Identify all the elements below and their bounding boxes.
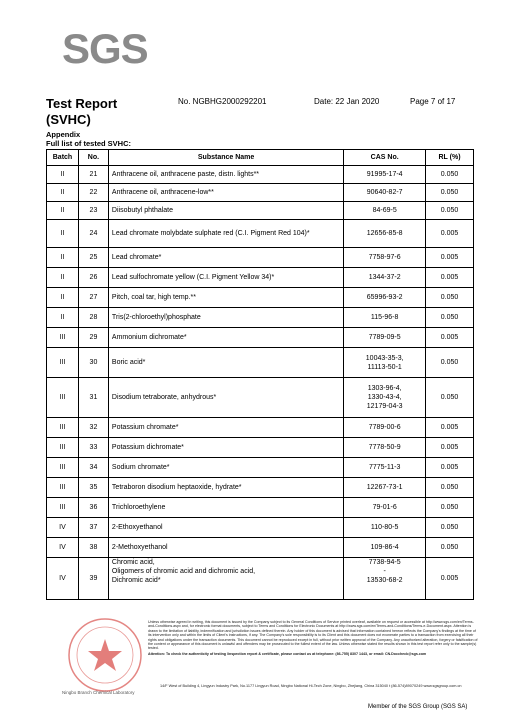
table-row bbox=[47, 558, 474, 600]
cell-cas: 7758-97-6 bbox=[344, 248, 426, 268]
cell-no: 36 bbox=[78, 498, 108, 518]
cell-rl: 0.005 bbox=[426, 418, 474, 438]
lab-stamp-seal bbox=[62, 615, 148, 701]
cell-rl: 0.050 bbox=[426, 202, 474, 220]
cell-substance: Trichloroethylene bbox=[108, 498, 343, 518]
cell-substance: Lead sulfochromate yellow (C.I. Pigment Yellow 34)* bbox=[108, 268, 343, 288]
cell-substance: Potassium dichromate* bbox=[108, 438, 343, 458]
table-row bbox=[47, 538, 474, 558]
header-substance: Substance Name bbox=[108, 150, 343, 166]
cell-rl: 0.050 bbox=[426, 518, 474, 538]
appendix-heading bbox=[46, 130, 131, 148]
cell-substance: Tris(2-chloroethyl)phosphate bbox=[108, 308, 343, 328]
cell-no: 35 bbox=[78, 478, 108, 498]
cell-rl: 0.050 bbox=[426, 166, 474, 184]
report-number: No. NGBHG2000292201 bbox=[178, 97, 267, 106]
cell-rl: 0.050 bbox=[426, 348, 474, 378]
report-title bbox=[46, 96, 117, 128]
cell-batch: III bbox=[47, 438, 79, 458]
cell-no: 22 bbox=[78, 184, 108, 202]
cell-batch: IV bbox=[47, 558, 79, 600]
table-row bbox=[47, 288, 474, 308]
cell-batch: II bbox=[47, 308, 79, 328]
cell-no: 27 bbox=[78, 288, 108, 308]
cell-cas: 115-96-8 bbox=[344, 308, 426, 328]
cell-rl: 0.050 bbox=[426, 378, 474, 418]
cell-cas: 84-69-5 bbox=[344, 202, 426, 220]
cell-cas: 109-86-4 bbox=[344, 538, 426, 558]
cell-substance: Lead chromate* bbox=[108, 248, 343, 268]
cell-batch: III bbox=[47, 328, 79, 348]
cell-batch: III bbox=[47, 418, 79, 438]
svhc-table bbox=[46, 149, 474, 600]
cell-no: 38 bbox=[78, 538, 108, 558]
cell-batch: II bbox=[47, 184, 79, 202]
table-row bbox=[47, 478, 474, 498]
cell-rl: 0.005 bbox=[426, 458, 474, 478]
cell-cas: 12656-85-8 bbox=[344, 220, 426, 248]
cell-rl: 0.050 bbox=[426, 498, 474, 518]
cell-substance: 2-Ethoxyethanol bbox=[108, 518, 343, 538]
table-row bbox=[47, 248, 474, 268]
cell-cas: 79-01-6 bbox=[344, 498, 426, 518]
cell-cas: 7789-00-6 bbox=[344, 418, 426, 438]
cell-no: 31 bbox=[78, 378, 108, 418]
title-line-1: Test Report bbox=[46, 96, 118, 111]
cell-no: 28 bbox=[78, 308, 108, 328]
cell-no: 26 bbox=[78, 268, 108, 288]
cell-batch: II bbox=[47, 268, 79, 288]
cell-no: 24 bbox=[78, 220, 108, 248]
cell-rl: 0.005 bbox=[426, 558, 474, 600]
cell-no: 23 bbox=[78, 202, 108, 220]
footer-disclaimer bbox=[148, 620, 480, 656]
cell-substance: Tetraboron disodium heptaoxide, hydrate* bbox=[108, 478, 343, 498]
cell-substance: Anthracene oil, anthracene-low** bbox=[108, 184, 343, 202]
cell-batch: III bbox=[47, 458, 79, 478]
cell-substance: Boric acid* bbox=[108, 348, 343, 378]
cell-cas: 7778-50-9 bbox=[344, 438, 426, 458]
member-line: Member of the SGS Group (SGS SA) bbox=[368, 704, 468, 710]
cell-no: 25 bbox=[78, 248, 108, 268]
table-row bbox=[47, 308, 474, 328]
cell-rl: 0.050 bbox=[426, 308, 474, 328]
cell-cas: 7738-94-5 - 13530-68-2 bbox=[344, 558, 426, 600]
table-row bbox=[47, 268, 474, 288]
cell-cas: 10043-35-3, 11113-50-1 bbox=[344, 348, 426, 378]
cell-substance: Disodium tetraborate, anhydrous* bbox=[108, 378, 343, 418]
header-cas: CAS No. bbox=[344, 150, 426, 166]
table-row bbox=[47, 498, 474, 518]
cell-no: 32 bbox=[78, 418, 108, 438]
attention-text: Attention: To check the authenticity of testing /inspection report & certificate, please contact us at telephone: (86-755) 8307 1443, or email: CN.Doccheck@sgs.com bbox=[148, 651, 427, 656]
report-date: Date: 22 Jan 2020 bbox=[314, 97, 380, 106]
cell-rl: 0.050 bbox=[426, 288, 474, 308]
table-row bbox=[47, 348, 474, 378]
cell-cas: 90640-82-7 bbox=[344, 184, 426, 202]
table-row bbox=[47, 202, 474, 220]
cell-batch: II bbox=[47, 166, 79, 184]
header-no: No. bbox=[78, 150, 108, 166]
header-rl: RL (%) bbox=[426, 150, 474, 166]
appendix-label: Appendix bbox=[46, 130, 81, 139]
cell-cas: 91995-17-4 bbox=[344, 166, 426, 184]
cell-no: 33 bbox=[78, 438, 108, 458]
table-row bbox=[47, 166, 474, 184]
table-row bbox=[47, 418, 474, 438]
cell-substance: 2-Methoxyethanol bbox=[108, 538, 343, 558]
table-row bbox=[47, 438, 474, 458]
cell-no: 30 bbox=[78, 348, 108, 378]
cell-cas: 1303-96-4, 1330-43-4, 12179-04-3 bbox=[344, 378, 426, 418]
cell-batch: IV bbox=[47, 538, 79, 558]
appendix-subtitle: Full list of tested SVHC: bbox=[46, 139, 132, 148]
table-row bbox=[47, 518, 474, 538]
table-row bbox=[47, 328, 474, 348]
table-header-row bbox=[47, 150, 474, 166]
cell-rl: 0.050 bbox=[426, 538, 474, 558]
cell-batch: II bbox=[47, 202, 79, 220]
cell-no: 29 bbox=[78, 328, 108, 348]
header-batch: Batch bbox=[47, 150, 79, 166]
cell-substance: Pitch, coal tar, high temp.** bbox=[108, 288, 343, 308]
cell-substance: Potassium chromate* bbox=[108, 418, 343, 438]
cell-substance: Lead chromate molybdate sulphate red (C.I. Pigment Red 104)* bbox=[108, 220, 343, 248]
cell-rl: 0.050 bbox=[426, 184, 474, 202]
table-row bbox=[47, 220, 474, 248]
title-line-2: (SVHC) bbox=[46, 112, 91, 127]
branch-name: Ningbo Branch Chemical Laboratory bbox=[62, 690, 135, 695]
cell-substance: Ammonium dichromate* bbox=[108, 328, 343, 348]
page-number: Page 7 of 17 bbox=[410, 97, 456, 106]
cell-rl: 0.005 bbox=[426, 438, 474, 458]
cell-batch: IV bbox=[47, 518, 79, 538]
cell-cas: 12267-73-1 bbox=[344, 478, 426, 498]
cell-batch: III bbox=[47, 378, 79, 418]
cell-batch: II bbox=[47, 288, 79, 308]
cell-batch: III bbox=[47, 348, 79, 378]
cell-cas: 110-80-5 bbox=[344, 518, 426, 538]
cell-no: 34 bbox=[78, 458, 108, 478]
cell-cas: 1344-37-2 bbox=[344, 268, 426, 288]
table-row bbox=[47, 458, 474, 478]
cell-batch: II bbox=[47, 248, 79, 268]
cell-substance: Sodium chromate* bbox=[108, 458, 343, 478]
cell-batch: III bbox=[47, 498, 79, 518]
cell-substance: Anthracene oil, anthracene paste, distn. lights** bbox=[108, 166, 343, 184]
cell-rl: 0.005 bbox=[426, 220, 474, 248]
cell-rl: 0.005 bbox=[426, 248, 474, 268]
cell-rl: 0.005 bbox=[426, 328, 474, 348]
cell-substance: Diisobutyl phthalate bbox=[108, 202, 343, 220]
sgs-logo: SGS bbox=[62, 25, 148, 72]
cell-batch: III bbox=[47, 478, 79, 498]
cell-rl: 0.005 bbox=[426, 268, 474, 288]
cell-cas: 7775-11-3 bbox=[344, 458, 426, 478]
cell-substance: Chromic acid, Oligomers of chromic acid and dichromic acid, Dichromic acid* bbox=[108, 558, 343, 600]
table-row bbox=[47, 184, 474, 202]
cell-cas: 65996-93-2 bbox=[344, 288, 426, 308]
cell-no: 39 bbox=[78, 558, 108, 600]
disclaimer-text: Unless otherwise agreed in writing, this document is issued by the Company subject to its General Conditions of Service printed overleaf, available on request or accessible at http://www.sgs.com/en/Terms-and-Conditions.aspx and, for electronic format documents, subject to Terms and Conditions for Electronic Documents at http://www.sgs.com/en/Terms-and-Conditions/Terms-e-Document.aspx. Attention is drawn to the limitation of liability, indemnification and jurisdiction issues defined therein. Any holder of this document is advised that information contained hereon reflects the Company's findings at the time of its intervention only and within the limits of Client's instructions, if any. The Company's sole responsibility is to its Client and this document does not exonerate parties to a transaction from exercising all their rights and obligations under the transaction documents. This document cannot be reproduced except in full, without prior written approval of the Company. Any unauthorized alteration, forgery or falsification of the content or appearance of this document is unlawful and offenders may be prosecuted to the fullest extent of the law. Unless otherwise stated the results shown in this test report refer only to the sample(s) tested. bbox=[148, 620, 478, 651]
footer-address: 14/F West of Building 4, Lingyun Industry Park, No.1177 Lingyun Road, Ningbo National Hi-Tech Zone, Ningbo, Zhejiang, China 315040 t (86-574)89070249 www.sgsgroup.com.cn bbox=[160, 684, 462, 688]
cell-no: 37 bbox=[78, 518, 108, 538]
table-row bbox=[47, 378, 474, 418]
cell-batch: II bbox=[47, 220, 79, 248]
cell-cas: 7789-09-5 bbox=[344, 328, 426, 348]
cell-no: 21 bbox=[78, 166, 108, 184]
cell-rl: 0.050 bbox=[426, 478, 474, 498]
